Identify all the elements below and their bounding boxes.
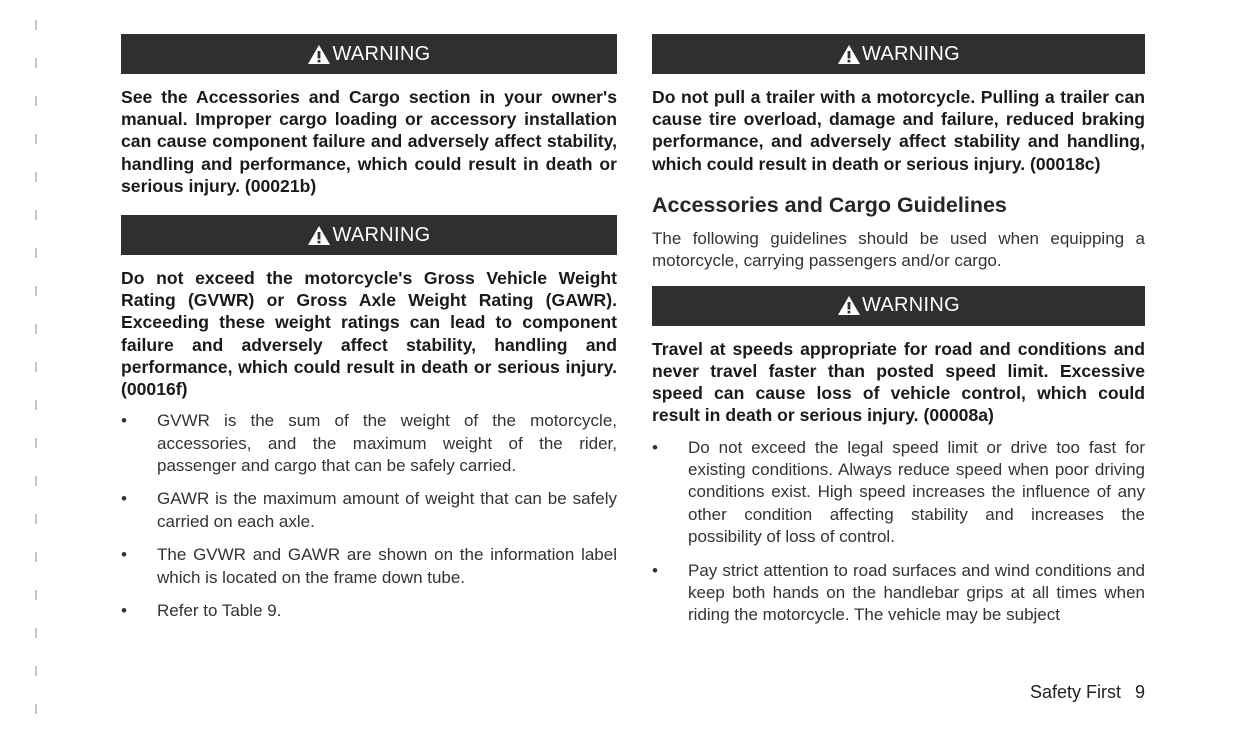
warning-text: Travel at speeds appropriate for road and conditions and never travel faster than posted speed limit. Excessive speed can cause loss of vehicle control, which could result in death or serious injury. (00008a)	[652, 338, 1145, 426]
page-footer	[1030, 682, 1145, 703]
list-item: • GVWR is the sum of the weight of the motorcycle, accessories, and the maximum weight of the rider, passenger and cargo that can be safely carried.	[121, 411, 617, 476]
warning-label: WARNING	[332, 42, 431, 65]
warning-text: See the Accessories and Cargo section in your owner's manual. Improper cargo loading or accessory installation can cause component failure and adversely affect stability, handling and performance, which could result in death or serious injury. (00021b)	[121, 87, 617, 196]
list-item: • GAWR is the maximum amount of weight that can be safely carried on each axle.	[121, 489, 617, 531]
bullet-icon: •	[652, 437, 658, 457]
warning-text: Do not pull a trailer with a motorcycle. Pulling a trailer can cause tire overload, damage and failure, reduced braking performance, and adversely affect stability and handling, which could result in death or serious injury. (00018c)	[652, 87, 1145, 174]
warning-label: WARNING	[861, 294, 961, 317]
bullet-list	[121, 410, 617, 622]
warning-text: Do not exceed the motorcycle's Gross Vehicle Weight Rating (GVWR) or Gross Axle Weight Rating (GAWR). Exceeding these weight ratings can lead to component failure and adversely affect stability, handling and performance, which could result in death or serious injury. (00016f)	[121, 268, 617, 400]
warning-triangle-icon	[307, 44, 331, 65]
list-item: • Do not exceed the legal speed limit or drive too fast for existing conditions. Always reduce speed when poor driving conditions exist. High speed increases the influence of any other condition affecting stability and increases the possibility of loss of control.	[652, 437, 1145, 547]
warning-label: WARNING	[861, 42, 961, 65]
bullet-icon: •	[121, 411, 127, 431]
warning-label: WARNING	[332, 223, 431, 246]
footer-section-title: Safety First	[1029, 682, 1121, 702]
bullet-list	[652, 437, 1145, 627]
warning-triangle-icon	[837, 44, 861, 65]
page-number: 9	[1134, 682, 1145, 702]
warning-banner	[652, 34, 1145, 74]
warning-banner	[121, 215, 617, 255]
intro-paragraph: The following guidelines should be used when equipping a motorcycle, carrying passengers and/or cargo.	[652, 228, 1145, 271]
bullet-icon: •	[121, 545, 127, 565]
warning-triangle-icon	[837, 295, 861, 316]
section-heading: Accessories and Cargo Guidelines	[652, 192, 1007, 217]
list-item: • The GVWR and GAWR are shown on the information label which is located on the frame down tube.	[121, 545, 617, 587]
list-item: • Pay strict attention to road surfaces and wind conditions and keep both hands on the handlebar grips at all times when riding the motorcycle. The vehicle may be subject	[652, 560, 1145, 625]
bullet-icon: •	[121, 601, 127, 621]
warning-banner	[121, 34, 617, 74]
binding-margin	[33, 0, 39, 750]
bullet-icon: •	[652, 560, 658, 580]
left-column	[121, 34, 617, 622]
bullet-icon: •	[121, 489, 127, 509]
warning-banner	[652, 286, 1145, 326]
right-column	[652, 34, 1145, 627]
warning-triangle-icon	[307, 225, 331, 246]
list-item: • Refer to Table 9.	[121, 600, 617, 622]
